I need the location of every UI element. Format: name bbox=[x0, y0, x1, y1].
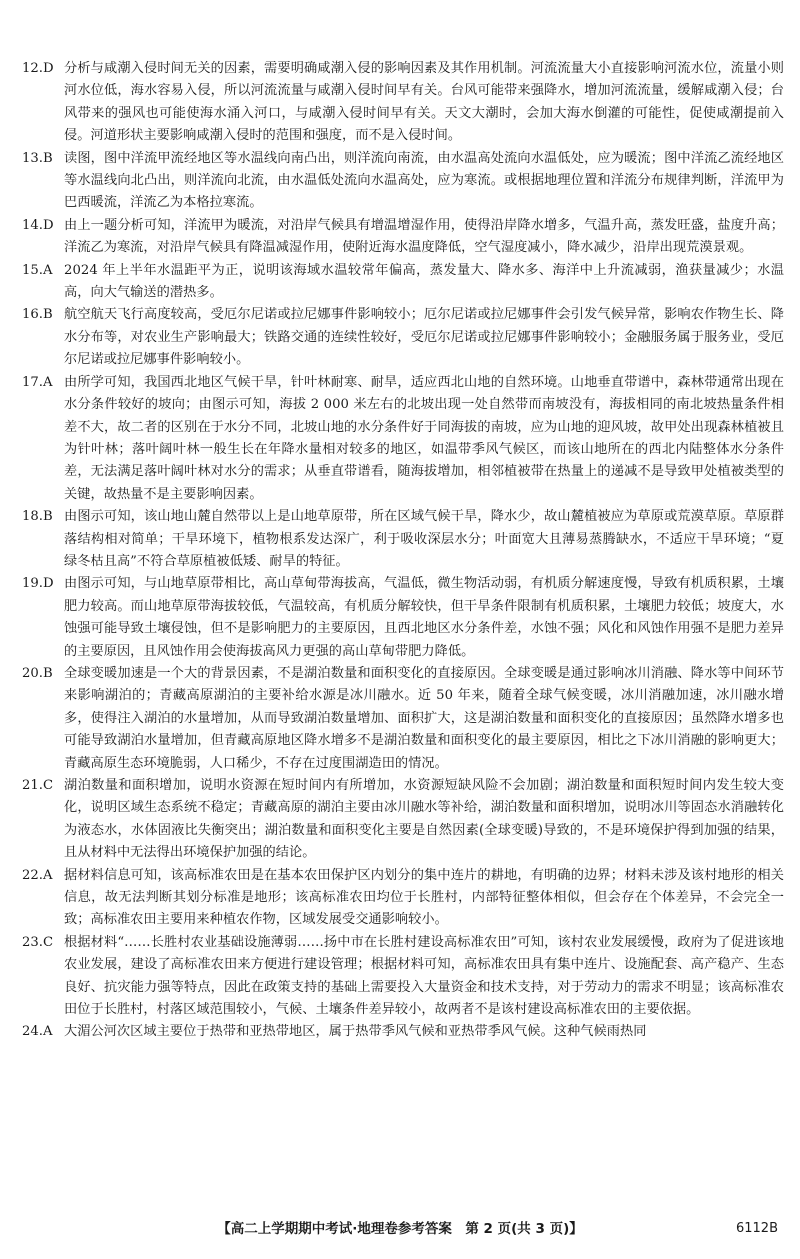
answer-explanation: 由所学可知，我国西北地区气候干旱，针叶林耐寒、耐旱，适应西北山地的自然环境。山地垂直带谱中，森林带通常出现在水分条件较好的坡向；由图示可知，海拔 2 000 米左右的北坡出现一处自然带而南坡没有，海拔相同的南北坡热量条件相差不大，故二者的区别在于水分不同，北坡山地的水分条件好于同海拔的南坡，应为山地的迎风坡，故甲处出现森林植被且为针叶林；落叶阔叶林一般生长在年降水量相对较多的地区，如温带季风气候区，而该山地所在的西北内陆整体水分条件差，无法满足落叶阔叶林对水分的需求；从垂直带谱看，随海拔增加，相邻植被带在热量上的递减不是导致甲处植被类型的关键，故热量不是主要影响因素。 bbox=[64, 374, 784, 502]
answer-number: 18.B bbox=[22, 509, 53, 525]
answer-number: 24.A bbox=[22, 1024, 53, 1040]
answer-explanation: 大湄公河次区域主要位于热带和亚热带地区，属于热带季风气候和亚热带季风气候。这种气候雨热同 bbox=[64, 1024, 647, 1040]
answer-explanation: 全球变暖加速是一个大的背景因素，不是湖泊数量和面积变化的直接原因。全球变暖是通过影响冰川消融、降水等中间环节来影响湖泊的；青藏高原湖泊的主要补给水源是冰川融水。近 50 年来，随着全球气候变暖，冰川消融加速，冰川融水增多，使得注入湖泊的水量增加，从而导致湖泊数量增加、面积扩大，这是湖泊数量和面积变化的直接原因；虽然降水增多也可能导致湖泊水量增加，但青藏高原地区降水增多不是湖泊数量和面积变化的最主要原因，相比之下冰川消融的影响更大；青藏高原生态环境脆弱，人口稀少，不存在过度围湖造田的情况。 bbox=[64, 665, 784, 771]
answer-explanation: 由图示可知，与山地草原带相比，高山草甸带海拔高，气温低，微生物活动弱，有机质分解速度慢，导致有机质积累，土壤肥力较高。而山地草原带海拔较低，气温较高，有机质分解较快，但干旱条件限制有机质积累，土壤肥力较低；坡度大，水蚀强可能导致土壤侵蚀，但不是影响肥力的主要原因，且西北地区水分条件差，水蚀不强；风化和风蚀作用强不是肥力差异的主要原因，且风蚀作用会使海拔高风力更强的高山草甸带肥力降低。 bbox=[64, 576, 784, 659]
answer-number: 13.B bbox=[22, 150, 53, 166]
answer-item-19 bbox=[22, 573, 784, 663]
answer-item-18 bbox=[22, 506, 784, 573]
answer-item-14 bbox=[22, 215, 784, 260]
answer-explanation: 分析与咸潮入侵时间无关的因素，需要明确咸潮入侵的影响因素及其作用机制。河流流量大小直接影响河流水位，流量小则河水位低，海水容易入侵，所以河流流量与咸潮入侵时间早有关。台风可能带来强降水，增加河流流量，缓解咸潮入侵；台风带来的强风也可能使海水涌入河口，与咸潮入侵时间早有关。天文大潮时，会加大海水倒灌的可能性，促使咸潮提前入侵。河道形状主要影响咸潮入侵时的范围和强度，而不是入侵时间。 bbox=[64, 61, 784, 144]
answer-explanation: 2024 年上半年水温距平为正，说明该海域水温较常年偏高，蒸发量大、降水多、海洋中上升流减弱，渔获量减少；水温高，向大气输送的潜热多。 bbox=[64, 262, 784, 301]
answer-item-13 bbox=[22, 148, 784, 215]
footer-title: 【高二上学期期中考试·地理卷参考答案 第 2 页(共 3 页)】 bbox=[217, 1221, 583, 1237]
answer-explanation: 由图示可知，该山地山麓自然带以上是山地草原带，所在区域气候干旱，降水少，故山麓植被应为草原或荒漠草原。草原群落结构相对简单；干旱环境下，植物根系发达深广，利于吸收深层水分；叶面宽大且薄易蒸腾缺水，不适应干旱环境；“夏绿冬枯且高”不符合草原植被低矮、耐旱的特征。 bbox=[64, 509, 784, 569]
answer-explanation: 航空航天飞行高度较高，受厄尔尼诺或拉尼娜事件影响较小；厄尔尼诺或拉尼娜事件会引发气候异常，影响农作物生长、降水分布等，对农业生产影响最大；铁路交通的连续性较好，受厄尔尼诺或拉尼娜事件影响较小；金融服务属于服务业，受厄尔尼诺或拉尼娜事件影响较小。 bbox=[64, 307, 784, 368]
answer-number: 21.C bbox=[22, 778, 54, 793]
answer-item-17 bbox=[22, 372, 784, 506]
answer-item-21 bbox=[22, 775, 784, 865]
answer-explanation: 由上一题分析可知，洋流甲为暖流，对沿岸气候具有增温增湿作用，使得沿岸降水增多，气温升高，蒸发旺盛，盐度升高；洋流乙为寒流，对沿岸气候具有降温减湿作用，使附近海水温度降低，空气湿度减小，降水减少，沿岸出现荒漠景观。 bbox=[64, 217, 784, 256]
answer-number: 19.D bbox=[22, 576, 54, 592]
answer-item-20 bbox=[22, 663, 784, 775]
answer-item-12 bbox=[22, 58, 784, 148]
answer-explanation: 据材料信息可知，该高标准农田是在基本农田保护区内划分的集中连片的耕地，有明确的边界；材料未涉及该村地形的相关信息，故无法判断其划分标准是地形；该高标准农田均位于长胜村，内部特征整体相似，但会存在个体差异，不会完全一致；高标准农田主要用来种植农作物，区域发展受交通影响较小。 bbox=[64, 867, 784, 928]
answer-number: 22.A bbox=[22, 867, 53, 883]
answer-item-23 bbox=[22, 932, 784, 1022]
page-footer bbox=[0, 1217, 800, 1241]
answer-item-22 bbox=[22, 865, 784, 932]
answer-number: 12.D bbox=[22, 61, 54, 76]
answer-explanation: 读图，图中洋流甲流经地区等水温线向南凸出，则洋流向南流，由水温高处流向水温低处，应为暖流；图中洋流乙流经地区等水温线向北凸出，则洋流向北流，由水温低处流向水温高处，应为寒流。或根据地理位置和洋流分布规律判断，洋流甲为巴西暖流，洋流乙为本格拉寒流。 bbox=[64, 150, 784, 211]
answer-number: 20.B bbox=[22, 665, 53, 681]
answer-item-24 bbox=[22, 1021, 784, 1043]
answer-list bbox=[22, 58, 784, 1044]
answer-number: 17.A bbox=[22, 374, 53, 390]
answer-number: 15.A bbox=[22, 262, 53, 278]
footer-code: 6112B bbox=[735, 1221, 778, 1236]
answer-number: 16.B bbox=[22, 307, 53, 323]
answer-number: 14.D bbox=[22, 217, 54, 233]
answer-explanation: 根据材料“……长胜村农业基础设施薄弱……扬中市在长胜村建设高标准农田”可知，该村农业发展缓慢，政府为了促进该地农业发展，建设了高标准农田来方便进行建设管理；根据材料可知，高标准农田具有集中连片、设施配套、高产稳产、生态良好、抗灾能力强等特点，因此在政策支持的基础上需要投入大量资金和技术支持，对于劳动力的需求不明显；该高标准农田位于长胜村，村落区域范围较小，气候、土壤条件差异较小，故两者不是该村建设高标准农田的主要依据。 bbox=[64, 934, 784, 1018]
answer-number: 23.C bbox=[22, 934, 54, 950]
answer-item-15 bbox=[22, 260, 784, 305]
answer-item-16 bbox=[22, 304, 784, 371]
answer-explanation: 湖泊数量和面积增加，说明水资源在短时间内有所增加，水资源短缺风险不会加剧；湖泊数量和面积短时间内发生较大变化，说明区域生态系统不稳定；青藏高原的湖泊主要由冰川融水等补给，湖泊数量和面积增加，说明冰川等固态水消融转化为液态水，水体固液比失衡突出；湖泊数量和面积变化主要是自然因素(全球变暖)导致的，不是环境保护得到加强的结果，且从材料中无法得出环境保护加强的结论。 bbox=[64, 778, 784, 861]
